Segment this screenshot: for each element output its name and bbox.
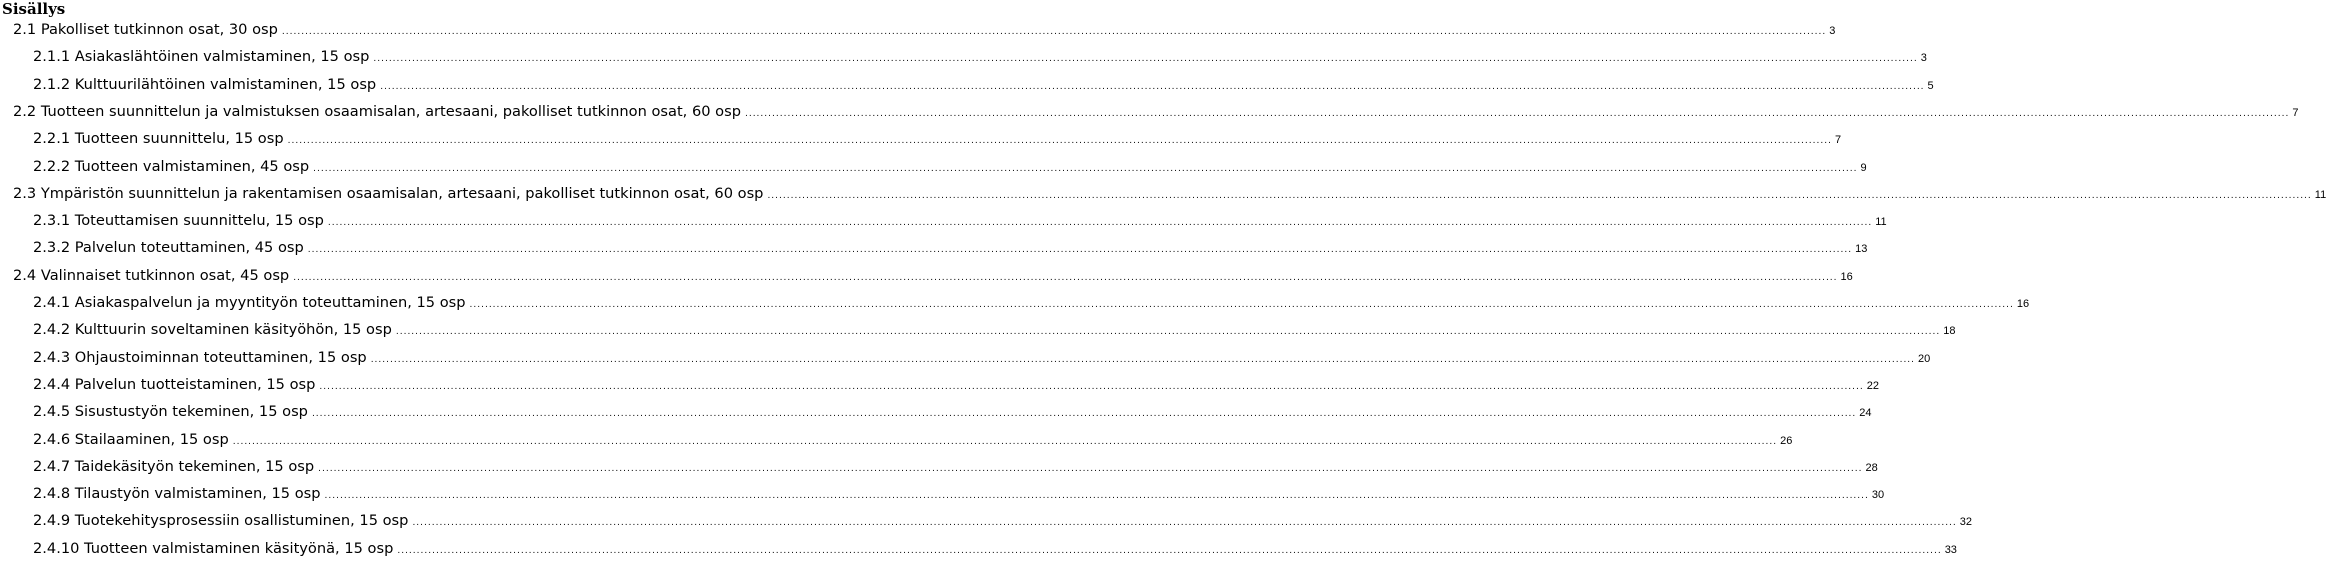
dot-leader: ................................................................................................................................................................................................................................................................................................................................................................................................................ (232, 436, 1778, 447)
toc-entry-title: 2.4.7 Taidekäsityön tekeminen, 15 osp (33, 457, 315, 475)
dot-leader: ................................................................................................................................................................................................................................................................................................................................................................................................................ (293, 272, 1838, 283)
toc-entry-title: 2.3 Ympäristön suunnittelun ja rakentamisen osaamisalan, artesaani, pakolliset tutkinnon osat, 60 osp (13, 184, 764, 202)
toc-entry-page-number: 26 (1780, 434, 1793, 447)
toc-entry-page-number: 33 (1944, 543, 1957, 556)
toc-entry-title: 2.4.2 Kulttuurin soveltaminen käsityöhön, 15 osp (33, 321, 392, 339)
toc-entry-title: 2.2.1 Tuotteen suunnittelu, 15 osp (33, 130, 284, 148)
toc-entry-page-number: 28 (1865, 461, 1878, 474)
dot-leader: ................................................................................................................................................................................................................................................................................................................................................................................................................ (281, 27, 1827, 37)
dot-leader: ................................................................................................................................................................................................................................................................................................................................................................................................................ (311, 409, 1857, 420)
toc-entry[interactable] (33, 373, 1879, 396)
toc-entry[interactable] (13, 18, 1836, 41)
toc-entry[interactable] (33, 45, 1927, 68)
toc-entry-page-number: 13 (1855, 243, 1868, 256)
dot-leader: ................................................................................................................................................................................................................................................................................................................................................................................................................ (287, 136, 1832, 147)
toc-entry-page-number: 11 (1875, 216, 1887, 229)
toc-entry-title: 2.4.8 Tilaustyön valmistaminen, 15 osp (33, 485, 321, 503)
toc-entry[interactable] (33, 209, 1887, 232)
toc-entry-page-number: 16 (1840, 270, 1853, 283)
dot-leader: ................................................................................................................................................................................................................................................................................................................................................................................................................ (744, 108, 2290, 119)
toc-entry-page-number: 11 (2314, 188, 2326, 201)
toc-entry-title: 2.3.1 Toteuttamisen suunnittelu, 15 osp (33, 212, 324, 230)
toc-entry[interactable] (33, 400, 1872, 423)
dot-leader: ................................................................................................................................................................................................................................................................................................................................................................................................................ (327, 218, 1873, 229)
toc-entry-page-number: 30 (1871, 489, 1885, 502)
toc-entry[interactable] (33, 455, 1878, 478)
dot-leader: ................................................................................................................................................................................................................................................................................................................................................................................................................ (395, 327, 1941, 338)
toc-entry[interactable] (33, 127, 1842, 150)
dot-leader: ................................................................................................................................................................................................................................................................................................................................................................................................................ (469, 300, 2014, 310)
toc-entry[interactable] (33, 73, 1934, 96)
toc-entry-page-number: 20 (1918, 352, 1931, 365)
toc-entry-title: 2.1.1 Asiakaslähtöinen valmistaminen, 15 osp (33, 48, 370, 66)
toc-entry-page-number: 16 (2016, 298, 2030, 310)
dot-leader: ................................................................................................................................................................................................................................................................................................................................................................................................................ (412, 518, 1957, 529)
toc-entry-page-number: 7 (1834, 134, 1842, 147)
toc-entry[interactable] (33, 318, 1956, 341)
toc-entry-title: 2.2.2 Tuotteen valmistaminen, 45 osp (33, 157, 310, 175)
toc-entry-title: 2.4 Valinnaiset tutkinnon osat, 45 osp (13, 266, 290, 284)
dot-leader: ................................................................................................................................................................................................................................................................................................................................................................................................................ (324, 491, 1869, 502)
toc-entry[interactable] (33, 346, 1931, 369)
toc-entry-title: 2.4.3 Ohjaustoiminnan toteuttaminen, 15 osp (33, 348, 367, 366)
toc-entry-page-number: 3 (1829, 25, 1836, 37)
toc-entry[interactable] (33, 236, 1868, 259)
dot-leader: ................................................................................................................................................................................................................................................................................................................................................................................................................ (370, 354, 1916, 365)
toc-entry-page-number: 24 (1859, 407, 1872, 420)
toc-entry-page-number: 3 (1920, 52, 1927, 65)
toc-entry-page-number: 22 (1866, 379, 1879, 392)
toc-entry[interactable] (33, 537, 1957, 560)
toc-entry[interactable] (13, 182, 2326, 205)
toc-entry-page-number: 18 (1943, 325, 1956, 338)
toc-heading: Sisällys (2, 0, 66, 18)
toc-entry-title: 2.4.9 Tuotekehitysprosessiin osallistuminen, 15 osp (33, 512, 409, 530)
toc-entry-title: 2.4.10 Tuotteen valmistaminen käsityönä, 15 osp (33, 539, 394, 557)
dot-leader: ................................................................................................................................................................................................................................................................................................................................................................................................................ (380, 81, 1925, 92)
toc-entry[interactable] (13, 100, 2299, 123)
toc-entry-title: 2.4.6 Stailaaminen, 15 osp (33, 430, 229, 448)
toc-entry-page-number: 7 (2292, 106, 2299, 119)
toc-entry[interactable] (33, 155, 1867, 178)
toc-entry-page-number: 9 (1860, 161, 1867, 174)
toc-entry-title: 2.4.4 Palvelun tuotteistaminen, 15 osp (33, 375, 316, 393)
dot-leader: ................................................................................................................................................................................................................................................................................................................................................................................................................ (318, 463, 1863, 474)
toc-entry-title: 2.4.5 Sisustustyön tekeminen, 15 osp (33, 403, 308, 421)
dot-leader: ................................................................................................................................................................................................................................................................................................................................................................................................................ (307, 245, 1853, 256)
toc-entry-title: 2.4.1 Asiakaspalvelun ja myyntityön toteuttaminen, 15 osp (33, 294, 466, 311)
toc-entry[interactable] (13, 264, 1853, 287)
toc-entry[interactable] (33, 509, 1973, 532)
toc-entry-title: 2.1 Pakolliset tutkinnon osat, 30 osp (13, 21, 278, 38)
toc-entry-title: 2.3.2 Palvelun toteuttaminen, 45 osp (33, 239, 304, 257)
toc-entry-page-number: 5 (1927, 79, 1934, 92)
toc-entry[interactable] (33, 291, 2030, 314)
toc-entry-page-number: 32 (1959, 516, 1973, 529)
dot-leader: ................................................................................................................................................................................................................................................................................................................................................................................................................ (313, 163, 1858, 174)
dot-leader: ................................................................................................................................................................................................................................................................................................................................................................................................................ (373, 54, 1918, 65)
toc-entry[interactable] (33, 428, 1793, 451)
dot-leader: ................................................................................................................................................................................................................................................................................................................................................................................................................ (397, 545, 1942, 556)
dot-leader: ................................................................................................................................................................................................................................................................................................................................................................................................................ (767, 190, 2312, 201)
toc-entry-title: 2.1.2 Kulttuurilähtöinen valmistaminen, 15 osp (33, 75, 377, 93)
toc-entry-title: 2.2 Tuotteen suunnittelun ja valmistuksen osaamisalan, artesaani, pakolliset tutkinnon osat, 60 osp (13, 102, 741, 120)
toc-entry[interactable] (33, 482, 1885, 505)
dot-leader: ................................................................................................................................................................................................................................................................................................................................................................................................................ (319, 381, 1864, 392)
